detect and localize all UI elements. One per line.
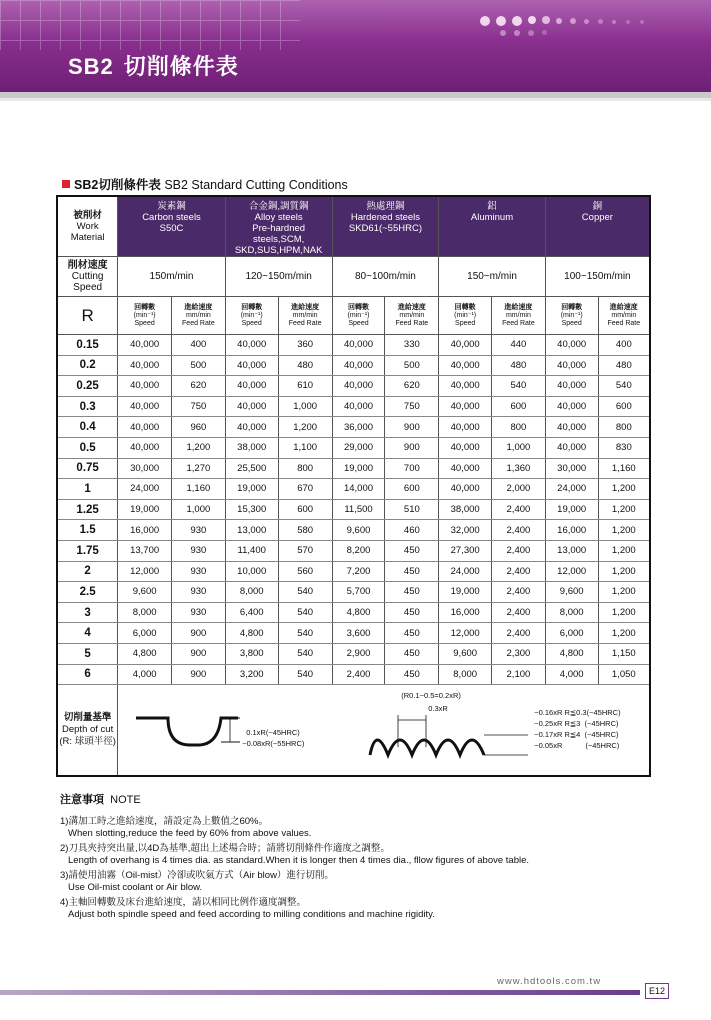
note-zh: 2)刀具夾持突出量,以4D為基準,超出上述場合時；請將切削條件作適度之調整。 (60, 843, 390, 854)
table-row (57, 623, 650, 644)
feed-cell: 450 (385, 582, 439, 603)
feed-cell: 540 (278, 582, 332, 603)
speed-cell: 5,700 (332, 582, 385, 603)
speed-cell: 40,000 (118, 376, 172, 397)
material-name-en: Pre-hardned steels,SCM, (252, 223, 306, 245)
feed-cell: 540 (278, 643, 332, 664)
speed-subheader: 回轉數 (min⁻¹) Speed (225, 297, 278, 335)
speed-cell: 4,800 (118, 643, 172, 664)
cutting-speed-value: 80~100m/min (332, 257, 439, 297)
cutting-speed-label (57, 257, 118, 297)
speed-cell: 40,000 (439, 376, 492, 397)
feed-cell: 600 (492, 396, 546, 417)
table-row (57, 520, 650, 541)
radius-cell: 1 (57, 479, 118, 500)
material-hardened-steels (332, 196, 439, 257)
page-number: E12 (645, 983, 669, 999)
note-en: Use Oil-mist coolant or Air blow. (68, 882, 203, 893)
section-title-en: SB2 Standard Cutting Conditions (164, 178, 348, 192)
feed-cell: 900 (385, 437, 439, 458)
speed-cell: 40,000 (225, 355, 278, 376)
feed-cell: 450 (385, 561, 439, 582)
feed-cell: 480 (492, 355, 546, 376)
speed-cell: 40,000 (545, 376, 598, 397)
feed-cell: 900 (172, 643, 226, 664)
feed-cell: 800 (278, 458, 332, 479)
note-en: Length of overhang is 4 times dia. as standard.When it is longer then 4 times dia., fllow figures of above table. (68, 855, 530, 866)
speed-cell: 40,000 (118, 335, 172, 356)
page-title-text: 切削條件表 (123, 54, 239, 79)
table-row (57, 437, 650, 458)
footer-url: www.hdtools.com.tw (497, 976, 602, 987)
doc-mid-line1: (R0.1~0.5=0.2xR) (401, 691, 461, 701)
material-name-zh: 銅 (592, 201, 603, 212)
page-title (68, 50, 239, 81)
speed-cell: 40,000 (332, 335, 385, 356)
speed-cell: 40,000 (118, 417, 172, 438)
feed-cell: 1,200 (598, 479, 650, 500)
feed-cell: 700 (385, 458, 439, 479)
speed-cell: 40,000 (225, 335, 278, 356)
feed-cell: 480 (278, 355, 332, 376)
table-row (57, 499, 650, 520)
table-row (57, 479, 650, 500)
notes-heading-en: NOTE (110, 794, 141, 806)
feed-cell: 930 (172, 602, 226, 623)
speed-cell: 4,800 (332, 602, 385, 623)
feed-cell: 900 (172, 623, 226, 644)
speed-subheader: 回轉數 (min⁻¹) Speed (439, 297, 492, 335)
speed-cell: 11,500 (332, 499, 385, 520)
table-row (57, 335, 650, 356)
note-en: Adjust both spindle speed and feed according to milling conditions and machine rigidity. (68, 909, 435, 920)
feed-cell: 450 (385, 623, 439, 644)
radius-cell: 6 (57, 664, 118, 685)
radius-cell: 2 (57, 561, 118, 582)
speed-cell: 13,000 (545, 540, 598, 561)
speed-cell: 38,000 (439, 499, 492, 520)
feed-cell: 930 (172, 561, 226, 582)
speed-cell: 9,600 (332, 520, 385, 541)
speed-cell: 24,000 (439, 561, 492, 582)
radius-cell: 2.5 (57, 582, 118, 603)
feed-cell: 400 (172, 335, 226, 356)
speed-cell: 40,000 (545, 417, 598, 438)
radius-cell: 0.15 (57, 335, 118, 356)
speed-cell: 40,000 (225, 396, 278, 417)
feed-subheader: 進給速度 mm/min Feed Rate (492, 297, 546, 335)
speed-cell: 40,000 (332, 355, 385, 376)
feed-cell: 1,000 (492, 437, 546, 458)
cutting-speed-label-en1: Cutting (71, 271, 104, 282)
feed-cell: 450 (385, 602, 439, 623)
feed-cell: 1,150 (598, 643, 650, 664)
speed-cell: 13,700 (118, 540, 172, 561)
feed-cell: 930 (172, 582, 226, 603)
note-item (60, 816, 660, 840)
speed-cell: 9,600 (439, 643, 492, 664)
material-name-zh: 合金鋼,調質鋼 (248, 201, 309, 212)
doc-right-line2: ~0.25xR R≦3 (~45HRC) (534, 719, 619, 729)
cutting-speed-value: 150~m/min (439, 257, 546, 297)
feed-cell: 1,200 (598, 520, 650, 541)
speed-cell: 11,400 (225, 540, 278, 561)
speed-cell: 8,000 (225, 582, 278, 603)
feed-cell: 1,000 (278, 396, 332, 417)
table-row (57, 582, 650, 603)
feed-cell: 450 (385, 643, 439, 664)
header-banner (0, 0, 711, 92)
feed-cell: 450 (385, 540, 439, 561)
speed-cell: 9,600 (118, 582, 172, 603)
speed-cell: 6,000 (545, 623, 598, 644)
speed-cell: 40,000 (332, 376, 385, 397)
speed-cell: 19,000 (225, 479, 278, 500)
feed-cell: 1,050 (598, 664, 650, 685)
speed-cell: 40,000 (545, 335, 598, 356)
speed-cell: 32,000 (439, 520, 492, 541)
speed-cell: 13,000 (225, 520, 278, 541)
speed-cell: 16,000 (545, 520, 598, 541)
feed-cell: 510 (385, 499, 439, 520)
depth-of-cut-label-note: (R: 球頭半徑) (59, 736, 116, 748)
note-zh: 4)主軸回轉數及床台進給速度，請以相同比例作適度調整。 (60, 897, 306, 908)
material-name-en: Hardened steels (350, 212, 421, 223)
feed-subheader: 進給速度 mm/min Feed Rate (278, 297, 332, 335)
feed-cell: 480 (598, 355, 650, 376)
radius-cell: 0.25 (57, 376, 118, 397)
cutting-speed-value: 100~150m/min (545, 257, 650, 297)
speed-cell: 40,000 (545, 396, 598, 417)
cutting-conditions-table (56, 195, 651, 777)
feed-cell: 2,400 (492, 520, 546, 541)
table-row (57, 664, 650, 685)
speed-cell: 9,600 (545, 582, 598, 603)
radius-cell: 4 (57, 623, 118, 644)
speed-cell: 3,600 (332, 623, 385, 644)
speed-cell: 40,000 (118, 437, 172, 458)
speed-cell: 40,000 (225, 376, 278, 397)
feed-subheader: 進給速度 mm/min Feed Rate (385, 297, 439, 335)
feed-cell: 1,200 (598, 499, 650, 520)
notes-heading (60, 794, 660, 806)
note-en: When slotting,reduce the feed by 60% from above values. (68, 828, 312, 839)
doc-mid-line2: 0.3xR (428, 704, 448, 714)
feed-cell: 1,200 (598, 602, 650, 623)
banner-underline-light (0, 98, 711, 101)
feed-cell: 670 (278, 479, 332, 500)
speed-cell: 30,000 (118, 458, 172, 479)
feed-cell: 1,200 (598, 623, 650, 644)
speed-cell: 2,400 (332, 664, 385, 685)
table-row (57, 602, 650, 623)
radius-cell: 0.75 (57, 458, 118, 479)
table-row (57, 540, 650, 561)
feed-cell: 800 (598, 417, 650, 438)
feed-cell: 750 (385, 396, 439, 417)
material-alloy-steels (225, 196, 332, 257)
table-row (57, 355, 650, 376)
note-zh: 3)請使用油霧（Oil-mist）冷卻或吹氣方式（Air blow）進行切削。 (60, 870, 334, 881)
doc-right-line4: ~0.05xR (~45HRC) (534, 741, 620, 751)
work-material-label-zh: 被削材 (73, 210, 102, 221)
radius-cell: 0.2 (57, 355, 118, 376)
section-title (62, 175, 348, 193)
depth-of-cut-label-en: Depth of cut (62, 724, 114, 736)
speed-cell: 8,000 (439, 664, 492, 685)
feed-cell: 1,160 (172, 479, 226, 500)
feed-cell: 610 (278, 376, 332, 397)
speed-cell: 19,000 (545, 499, 598, 520)
feed-cell: 960 (172, 417, 226, 438)
speed-cell: 25,500 (225, 458, 278, 479)
cutting-speed-label-zh: 削材速度 (67, 260, 108, 271)
feed-cell: 900 (172, 664, 226, 685)
feed-cell: 2,400 (492, 499, 546, 520)
speed-cell: 40,000 (439, 479, 492, 500)
notes-section (60, 794, 660, 924)
speed-cell: 16,000 (118, 520, 172, 541)
speed-cell: 40,000 (545, 437, 598, 458)
depth-of-cut-row (57, 685, 650, 777)
speed-cell: 14,000 (332, 479, 385, 500)
speed-cell: 19,000 (439, 582, 492, 603)
speed-cell: 6,000 (118, 623, 172, 644)
speed-subheader: 回轉數 (min⁻¹) Speed (545, 297, 598, 335)
speed-cell: 24,000 (545, 479, 598, 500)
speed-cell: 10,000 (225, 561, 278, 582)
speed-cell: 30,000 (545, 458, 598, 479)
radius-cell: 1.75 (57, 540, 118, 561)
feed-cell: 830 (598, 437, 650, 458)
feed-cell: 360 (278, 335, 332, 356)
radius-cell: 0.5 (57, 437, 118, 458)
depth-of-cut-diagram-cell (118, 685, 650, 777)
feed-cell: 900 (385, 417, 439, 438)
feed-cell: 2,400 (492, 561, 546, 582)
feed-cell: 600 (278, 499, 332, 520)
table-row (57, 376, 650, 397)
speed-cell: 38,000 (225, 437, 278, 458)
speed-cell: 8,000 (545, 602, 598, 623)
speed-cell: 6,400 (225, 602, 278, 623)
feed-cell: 800 (492, 417, 546, 438)
footer-bar (0, 990, 640, 995)
feed-cell: 440 (492, 335, 546, 356)
material-name-zh: 鋁 (487, 201, 497, 212)
material-copper (545, 196, 650, 257)
table-row (57, 396, 650, 417)
feed-cell: 1,200 (172, 437, 226, 458)
radius-cell: 3 (57, 602, 118, 623)
material-name-en: SKD61(~55HRC) (348, 223, 422, 234)
page-title-code: SB2 (68, 54, 114, 79)
feed-cell: 1,360 (492, 458, 546, 479)
speed-cell: 40,000 (118, 355, 172, 376)
speed-cell: 7,200 (332, 561, 385, 582)
speed-cell: 3,800 (225, 643, 278, 664)
note-item (60, 870, 660, 894)
speed-cell: 40,000 (439, 335, 492, 356)
material-name-zh: 炭素鋼 (157, 201, 186, 212)
feed-cell: 600 (598, 396, 650, 417)
speed-cell: 40,000 (118, 396, 172, 417)
speed-cell: 40,000 (332, 396, 385, 417)
material-name-en: SKD,SUS,HPM,NAK (234, 245, 323, 256)
speed-cell: 29,000 (332, 437, 385, 458)
doc-right-line3: ~0.17xR R≦4 (~45HRC) (534, 730, 619, 740)
feed-cell: 400 (598, 335, 650, 356)
material-aluminum (439, 196, 546, 257)
note-item (60, 897, 660, 921)
feed-cell: 1,270 (172, 458, 226, 479)
note-zh: 1)溝加工時之進給速度，請設定為上數值之60%。 (60, 816, 268, 827)
material-name-zh: 熱處理鋼 (366, 201, 405, 212)
feed-cell: 620 (172, 376, 226, 397)
feed-cell: 500 (172, 355, 226, 376)
depth-of-cut-label (57, 685, 118, 777)
feed-cell: 540 (278, 623, 332, 644)
cutting-speed-label-en2: Speed (73, 282, 103, 293)
material-name-en: Aluminum (470, 212, 514, 223)
feed-cell: 2,400 (492, 540, 546, 561)
feed-cell: 540 (598, 376, 650, 397)
work-material-label (57, 196, 118, 257)
doc-right-line1: ~0.16xR R≦0.3(~45HRC) (534, 708, 621, 718)
feed-cell: 1,000 (172, 499, 226, 520)
speed-cell: 24,000 (118, 479, 172, 500)
speed-cell: 2,900 (332, 643, 385, 664)
table-row (57, 417, 650, 438)
feed-cell: 1,200 (278, 417, 332, 438)
radius-cell: 1.5 (57, 520, 118, 541)
table-row (57, 643, 650, 664)
feed-cell: 450 (385, 664, 439, 685)
speed-cell: 36,000 (332, 417, 385, 438)
feed-cell: 1,200 (598, 540, 650, 561)
radius-cell: 5 (57, 643, 118, 664)
speed-cell: 40,000 (545, 355, 598, 376)
feed-cell: 1,160 (598, 458, 650, 479)
feed-subheader: 進給速度 mm/min Feed Rate (172, 297, 226, 335)
feed-cell: 600 (385, 479, 439, 500)
feed-cell: 620 (385, 376, 439, 397)
speed-cell: 4,800 (545, 643, 598, 664)
radius-cell: 0.4 (57, 417, 118, 438)
feed-cell: 2,400 (492, 582, 546, 603)
feed-cell: 330 (385, 335, 439, 356)
speed-cell: 12,000 (118, 561, 172, 582)
speed-cell: 19,000 (332, 458, 385, 479)
speed-cell: 40,000 (225, 417, 278, 438)
speed-cell: 40,000 (439, 355, 492, 376)
depth-of-cut-label-zh: 切削量基準 (63, 712, 112, 724)
speed-cell: 40,000 (439, 437, 492, 458)
material-name-en: Alloy steels (254, 212, 303, 223)
material-name-en: S50C (159, 223, 184, 234)
section-title-zh: SB2切削條件表 (74, 178, 161, 192)
red-square-icon (62, 180, 70, 188)
speed-cell: 4,800 (225, 623, 278, 644)
depth-of-cut-diagram (118, 685, 649, 775)
feed-cell: 1,100 (278, 437, 332, 458)
feed-cell: 500 (385, 355, 439, 376)
speed-cell: 12,000 (439, 623, 492, 644)
cutting-speed-row (57, 257, 650, 297)
speed-cell: 27,300 (439, 540, 492, 561)
speed-cell: 16,000 (439, 602, 492, 623)
speed-cell: 40,000 (439, 417, 492, 438)
feed-cell: 930 (172, 540, 226, 561)
speed-cell: 3,200 (225, 664, 278, 685)
banner-shine (0, 0, 711, 40)
speed-cell: 4,000 (545, 664, 598, 685)
doc-left-line1: 0.1xR(~45HRC) (246, 728, 300, 738)
feed-cell: 2,400 (492, 602, 546, 623)
radius-cell: 0.3 (57, 396, 118, 417)
notes-heading-zh: 注意事項 (60, 794, 104, 806)
cutting-speed-value: 120~150m/min (225, 257, 332, 297)
table-row (57, 458, 650, 479)
speed-cell: 4,000 (118, 664, 172, 685)
doc-left-line2: ~0.08xR(~55HRC) (242, 739, 305, 749)
speed-cell: 19,000 (118, 499, 172, 520)
feed-subheader: 進給速度 mm/min Feed Rate (598, 297, 650, 335)
feed-cell: 460 (385, 520, 439, 541)
feed-cell: 1,200 (598, 561, 650, 582)
radius-cell: 1.25 (57, 499, 118, 520)
speed-cell: 8,000 (118, 602, 172, 623)
speed-subheader: 回轉數 (min⁻¹) Speed (332, 297, 385, 335)
cutting-speed-value: 150m/min (118, 257, 226, 297)
speed-cell: 15,300 (225, 499, 278, 520)
feed-cell: 540 (492, 376, 546, 397)
feed-cell: 750 (172, 396, 226, 417)
speed-cell: 40,000 (439, 396, 492, 417)
feed-cell: 930 (172, 520, 226, 541)
feed-cell: 2,300 (492, 643, 546, 664)
feed-cell: 580 (278, 520, 332, 541)
table-row (57, 561, 650, 582)
sub-header-row (57, 297, 650, 335)
feed-cell: 1,200 (598, 582, 650, 603)
material-name-en: Copper (581, 212, 613, 223)
feed-cell: 560 (278, 561, 332, 582)
work-material-label-en1: Work (76, 221, 99, 232)
feed-cell: 2,000 (492, 479, 546, 500)
speed-cell: 40,000 (439, 458, 492, 479)
radius-column-label: R (57, 297, 118, 335)
feed-cell: 540 (278, 602, 332, 623)
material-name-en: Carbon steels (142, 212, 201, 223)
feed-cell: 2,400 (492, 623, 546, 644)
notes-list (60, 816, 660, 921)
feed-cell: 2,100 (492, 664, 546, 685)
speed-subheader: 回轉數 (min⁻¹) Speed (118, 297, 172, 335)
feed-cell: 570 (278, 540, 332, 561)
material-header-row (57, 196, 650, 257)
note-item (60, 843, 660, 867)
material-carbon-steels (118, 196, 226, 257)
feed-cell: 540 (278, 664, 332, 685)
work-material-label-en2: Material (70, 232, 105, 243)
speed-cell: 12,000 (545, 561, 598, 582)
speed-cell: 8,200 (332, 540, 385, 561)
